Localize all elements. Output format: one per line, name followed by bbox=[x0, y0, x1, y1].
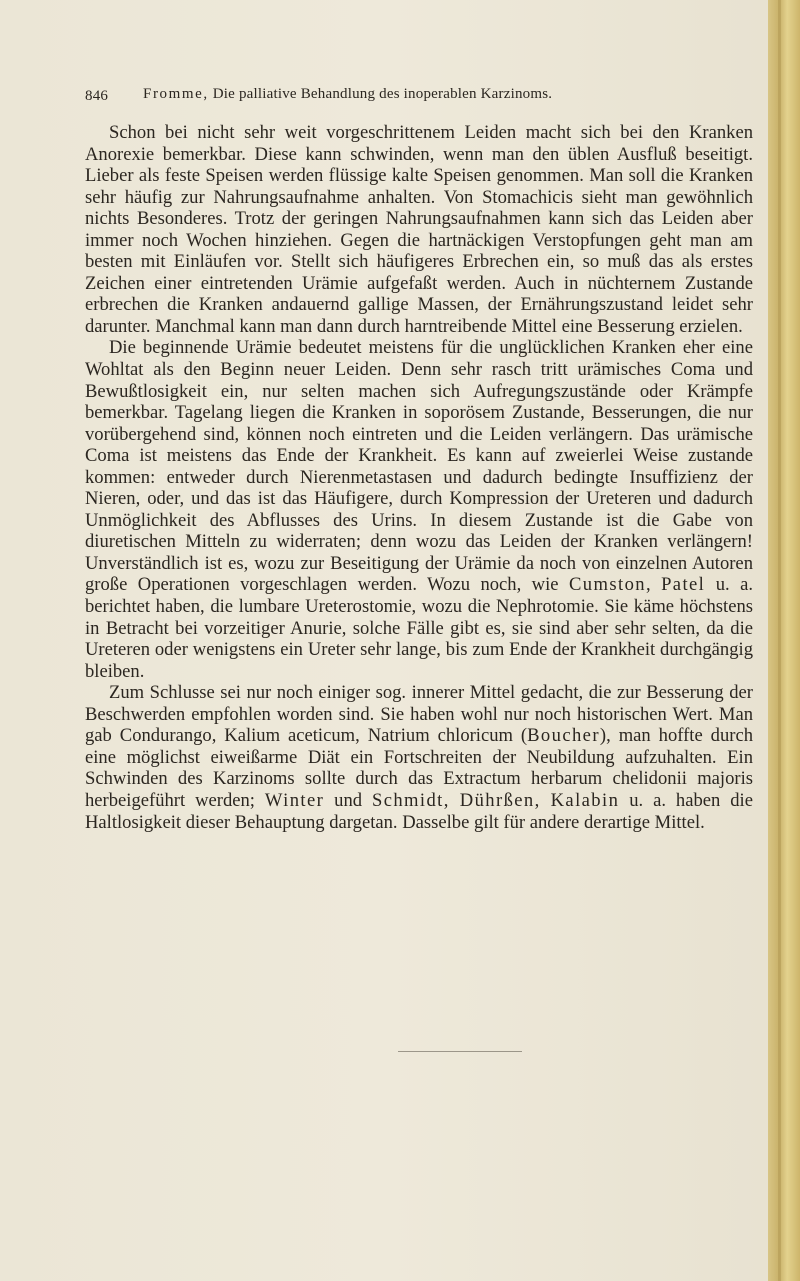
paragraph-remedies-text-d: u. a. haben die Haltlosigkeit dieser Behauptung dargetan. Dasselbe gilt für andere derartige Mittel. bbox=[85, 789, 753, 833]
author-name-cumston: Cumston bbox=[569, 574, 646, 596]
section-end-rule bbox=[398, 1051, 522, 1052]
paragraph-remedies-text-c: und bbox=[334, 789, 363, 811]
running-head-title: Die palliative Behandlung des inoperablen Karzinoms. bbox=[212, 86, 553, 102]
paragraph-anorexia: Schon bei nicht sehr weit vorgeschrittenem Leiden macht sich bei den Kranken Anorexie bemerkbar. Diese kann schwinden, wenn man den üblen Ausfluß beseitigt. Lieber als feste Speisen werden flüssige kalte Speisen genommen. Man soll die Kranken sehr häufig zur Nahrungsaufnahme anhalten. Von Stomachicis sieht man gewöhnlich nichts Besonderes. Trotz der geringen Nahrungsaufnahmen kann sich das Leiden aber immer noch Wochen hinziehen. Gegen die hartnäckigen Verstopfungen geht man am besten mit Einläufen vor. Stellt sich häufigeres Erbrechen ein, so muß das als erstes Zeichen einer eintretenden Urämie aufgefaßt werden. Auch in nüchternem Zustande erbrechen die Kranken andauernd gallige Massen, der Ernährungszustand leidet sehr darunter. Manchmal kann man dann durch harntreibende Mittel eine Besserung erzielen. bbox=[85, 122, 753, 337]
paragraph-uremia: Die beginnende Urämie bedeutet meistens für die unglücklichen Kranken eher eine Wohltat als den Beginn neuer Leiden. Denn sehr rasch tritt urämisches Coma und Bewußtlosigkeit ein, nur selten machen sich Aufregungszustände oder Krämpfe bemerkbar. Tagelang liegen die Kranken in soporösem Zustande, Besserungen, die nur vorübergehend sind, können noch eintreten und die Leiden verlängern. Das urämische Coma ist meistens das Ende der Krankheit. Es kann auf zweierlei Weise zustande kommen: entweder durch Nierenmetastasen und dadurch bedingte Insuffizienz der Nieren, oder, und das ist das Häufigere, durch Kompression der Ureteren und dadurch Unmöglichkeit des Abflusses des Urins. In diesem Zustande ist die Gabe von diuretischen Mitteln zu widerraten; denn wozu das Leiden der Kranken verlängern! Unverständlich ist es, wozu zur Beseitigung der Urämie da noch von einzelnen Autoren große Operationen vorgeschlagen werden. Wozu noch, wie Cumston, Patel u. a. berichtet haben, die lumbare Ureterostomie, wozu die Nephrotomie. Sie käme höchstens in Betracht bei vorzeitiger Anurie, solche Fälle gibt es, sie sind aber sehr selten, da die Ureteren oder wenigstens ein Ureter sehr lange, bis zum Ende der Krankheit durchgängig bleiben. bbox=[85, 337, 753, 682]
paragraph-uremia-text-a: Die beginnende Urämie bedeutet meistens für die unglücklichen Kranken eher eine Wohltat als den Beginn neuer Leiden. Denn sehr rasch tritt urämisches Coma und Bewußtlosigkeit ein, nur selten machen sich Aufregungszustände oder Krämpfe bemerkbar. Tagelang liegen die Kranken in soporösem Zustande, Besserungen, die nur vorübergehend sind, können noch eintreten und die Leiden verlängern. Das urämische Coma ist meistens das Ende der Krankheit. Es kann auf zweierlei Weise zustande kommen: entweder durch Nierenmetastasen und dadurch bedingte Insuffizienz der Nieren, oder, und das ist das Häufigere, durch Kompression der Ureteren und dadurch Unmöglichkeit des Abflusses des Urins. In diesem Zustande ist die Gabe von diuretischen Mitteln zu widerraten; denn wozu das Leiden der Kranken verlängern! Unverständlich ist es, wozu zur Beseitigung der Urämie da noch von einzelnen Autoren große Operationen vorgeschlagen werden. Wozu noch, wie bbox=[85, 337, 753, 596]
author-name-duehrssen: Dührßen, bbox=[459, 789, 541, 811]
body-text bbox=[85, 122, 753, 833]
paragraph-uremia-text-b: u. a. berichtet haben, die lumbare Ureterostomie, wozu die Nephrotomie. Sie käme höchstens in Betracht bei vorzeitiger Anurie, solche Fälle gibt es, sie sind aber sehr selten, da die Ureteren oder wenigstens ein Ureter sehr lange, bis zum Ende der Krankheit durchgängig bleiben. bbox=[85, 574, 753, 682]
author-name-schmidt: Schmidt, bbox=[371, 789, 450, 811]
running-head bbox=[143, 86, 552, 103]
author-name-boucher: Boucher bbox=[527, 725, 600, 747]
author-name-kalabin: Kalabin bbox=[550, 789, 620, 811]
page-edge-stripe bbox=[778, 0, 781, 1281]
author-name-winter: Winter bbox=[264, 789, 325, 811]
paragraph-remedies-text-b: ), man hoffte durch eine möglichst eiweißarme Diät ein Fortschreiten der Neubildung aufzuhalten. Ein Schwinden des Karzinoms sollte durch das Extractum herbarum chelidonii majoris herbeigeführt werden; bbox=[85, 725, 753, 811]
running-head-author: Fromme, bbox=[143, 86, 209, 102]
page-edge-binding bbox=[768, 0, 800, 1281]
page-header bbox=[85, 84, 695, 108]
author-name-patel: Patel bbox=[661, 574, 706, 596]
page-number: 846 bbox=[85, 88, 109, 104]
paragraph-remedies-text-a: Zum Schlusse sei nur noch einiger sog. innerer Mittel gedacht, die zur Besserung der Beschwerden empfohlen worden sind. Sie haben wohl nur noch historischen Wert. Man gab Condurango, Kalium aceticum, Natrium chloricum ( bbox=[85, 682, 753, 747]
paragraph-remedies bbox=[85, 682, 753, 833]
